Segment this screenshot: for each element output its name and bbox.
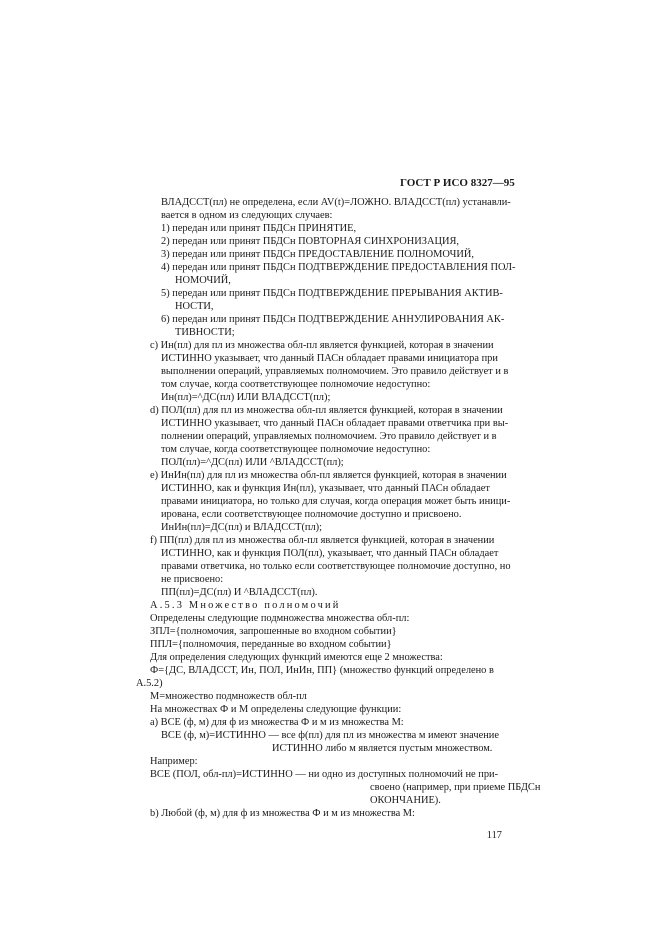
text-line: ИСТИННО, как и функция Ин(пл), указывает, что данный ПАСн обладает xyxy=(161,483,490,494)
text-line: том случае, когда соответствующее полномочие недоступно: xyxy=(161,444,431,455)
text-line: полнении операций, управляемых полномочием. Это правило действует и в xyxy=(161,431,497,442)
formula-line: ПОЛ(пл)=^ДС(пл) ИЛИ ^ВЛАДССТ(пл); xyxy=(161,457,344,468)
text-line: Определены следующие подмножества множества обл-пл: xyxy=(150,613,410,624)
text-line: А.5.2) xyxy=(136,678,163,689)
section-heading: А.5.3 Множество полномочий xyxy=(150,600,341,611)
text-line: том случае, когда соответствующее полномочие недоступно: xyxy=(161,379,431,390)
text-line: ВСЕ (ф, м)=ИСТИННО — все ф(пл) для пл из множества м имеют значение xyxy=(161,730,499,741)
text-line: ОКОНЧАНИЕ). xyxy=(370,795,441,806)
text-line: вается в одном из следующих случаев: xyxy=(161,210,333,221)
text-line: ИСТИННО, как и функция ПОЛ(пл), указывает, что данный ПАСн обладает xyxy=(161,548,499,559)
text-line: ВЛАДССТ(пл) не определена, если AV(t)=ЛОЖНО. ВЛАДССТ(пл) устанавли- xyxy=(161,197,511,208)
text-line: М=множество подмножеств обл-пл xyxy=(150,691,307,702)
text-line: a) ВСЕ (ф, м) для ф из множества Ф и м из множества М: xyxy=(150,717,404,728)
text-line: ВСЕ (ПОЛ, обл-пл)=ИСТИННО — ни одно из доступных полномочий не при- xyxy=(150,769,499,780)
text-line: 3) передан или принят ПБДСн ПРЕДОСТАВЛЕНИЕ ПОЛНОМОЧИЙ, xyxy=(161,249,474,260)
text-line: ИСТИННО либо м является пустым множеством. xyxy=(272,743,493,754)
text-line: НОМОЧИЙ, xyxy=(175,275,231,286)
text-line: f) ПП(пл) для пл из множества обл-пл является функцией, которая в значении xyxy=(150,535,495,546)
text-line: правами ответчика, но только если соответствующее полномочие доступно, но xyxy=(161,561,511,572)
text-line: своено (например, при приеме ПБДСн xyxy=(370,782,541,793)
text-line: выполнении операций, управляемых полномочием. Это правило действует и в xyxy=(161,366,509,377)
text-line: ТИВНОСТИ; xyxy=(175,327,235,338)
text-line: Ф={ДС, ВЛАДССТ, Ин, ПОЛ, ИнИн, ПП} (множество функций определено в xyxy=(150,665,494,676)
formula-line: ПП(пл)=ДС(пл) И ^ВЛАДССТ(пл). xyxy=(161,587,318,598)
text-line: 1) передан или принят ПБДСн ПРИНЯТИЕ, xyxy=(161,223,357,234)
text-line: ИСТИННО указывает, что данный ПАСн обладает правами инициатора при xyxy=(161,353,498,364)
text-line: 6) передан или принят ПБДСн ПОДТВЕРЖДЕНИЕ АННУЛИРОВАНИЯ АК- xyxy=(161,314,505,325)
text-line: не присвоено: xyxy=(161,574,224,585)
text-line: 4) передан или принят ПБДСн ПОДТВЕРЖДЕНИЕ ПРЕДОСТАВЛЕНИЯ ПОЛ- xyxy=(161,262,516,273)
formula-line: ИнИн(пл)=ДС(пл) и ВЛАДССТ(пл); xyxy=(161,522,323,533)
text-line: ирована, если соответствующее полномочие доступно и присвоено. xyxy=(161,509,462,520)
text-line: d) ПОЛ(пл) для пл из множества обл-пл является функцией, которая в значении xyxy=(150,405,503,416)
formula-line: Ин(пл)=^ДС(пл) ИЛИ ВЛАДССТ(пл); xyxy=(161,392,331,403)
text-line: b) Любой (ф, м) для ф из множества Ф и м из множества М: xyxy=(150,808,415,819)
text-line: ППЛ={полномочия, переданные во входном событии} xyxy=(150,639,392,650)
text-line: ЗПЛ={полномочия, запрошенные во входном событии} xyxy=(150,626,397,637)
text-line: правами инициатора, но только для случая, когда операция может быть иници- xyxy=(161,496,511,507)
page-number: 117 xyxy=(486,830,502,841)
text-line: ИСТИННО указывает, что данный ПАСн обладает правами ответчика при вы- xyxy=(161,418,509,429)
text-line: 2) передан или принят ПБДСн ПОВТОРНАЯ СИНХРОНИЗАЦИЯ, xyxy=(161,236,460,247)
text-line: На множествах Ф и М определены следующие функции: xyxy=(150,704,402,715)
text-line: Например: xyxy=(150,756,198,767)
text-line: НОСТИ, xyxy=(175,301,214,312)
text-line: 5) передан или принят ПБДСн ПОДТВЕРЖДЕНИЕ ПРЕРЫВАНИЯ АКТИВ- xyxy=(161,288,503,299)
text-line: Для определения следующих функций имеются еще 2 множества: xyxy=(150,652,443,663)
document-header: ГОСТ Р ИСО 8327—95 xyxy=(400,177,515,189)
text-line: c) Ин(пл) для пл из множества обл-пл является функцией, которая в значении xyxy=(150,340,494,351)
text-line: e) ИнИн(пл) для пл из множества обл-пл является функцией, которая в значении xyxy=(150,470,507,481)
